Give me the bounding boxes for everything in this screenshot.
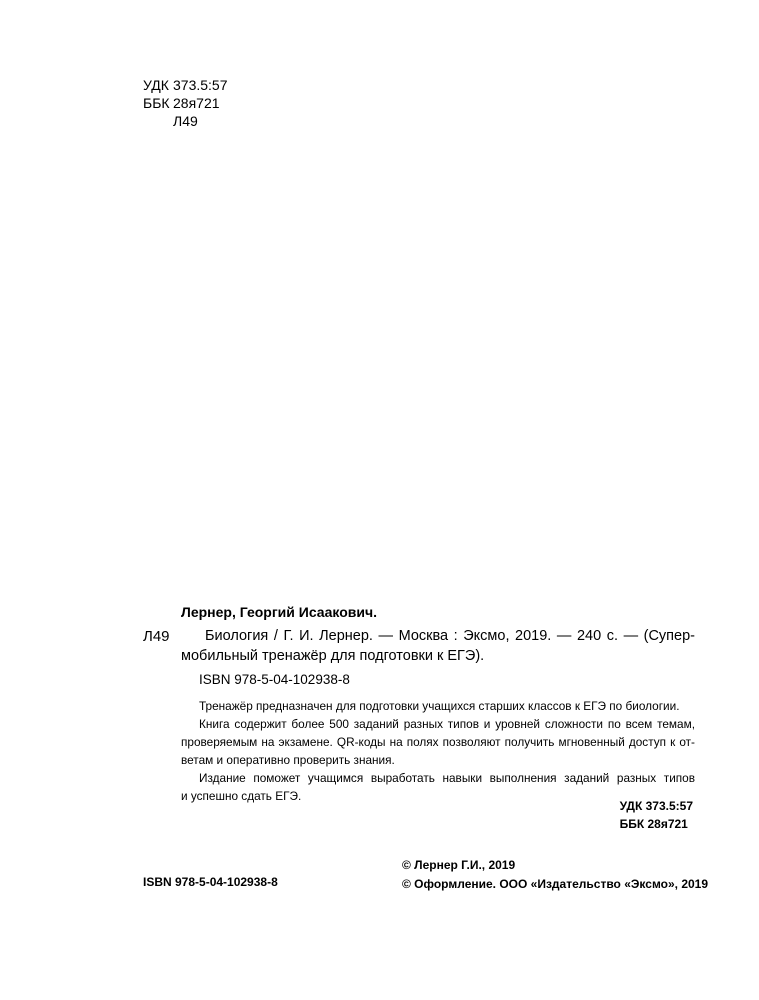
bbk-value: 28я721: [173, 95, 220, 111]
annotation-p2-line-2: проверяемым на экзамене. QR-коды на полях позволяют получить мгновенный доступ к от-: [181, 735, 695, 749]
udk-value: 373.5:57: [173, 77, 228, 93]
card-author: Лернер, Георгий Исаакович.: [181, 604, 377, 620]
card-udk: УДК 373.5:57: [619, 799, 693, 813]
bbk-row: [143, 94, 228, 112]
card-bbk: ББК 28я721: [619, 817, 688, 831]
card-author-mark: Л49: [143, 628, 170, 645]
card-annotation: [181, 697, 695, 805]
annotation-p2-line-3: ветам и оперативно проверить знания.: [181, 753, 395, 767]
card-isbn: ISBN 978-5-04-102938-8: [199, 672, 350, 687]
copyright-block: [402, 856, 708, 894]
annotation-p3-line-1: Издание поможет учащимся выработать навыки выполнения заданий разных типов: [199, 771, 695, 785]
annotation-p2-line-1: Книга содержит более 500 заданий разных типов и уровней сложности по всем темам,: [199, 717, 695, 731]
bbk-label: ББК: [143, 95, 170, 111]
annotation-p3-line-2: и успешно сдать ЕГЭ.: [181, 789, 302, 803]
description-line-2: мобильный тренажёр для подготовки к ЕГЭ).: [181, 648, 485, 664]
udk-row: [143, 76, 228, 94]
author-mark-top: Л49: [173, 113, 198, 129]
isbn-bottom: ISBN 978-5-04-102938-8: [143, 875, 278, 889]
copyright-author: © Лернер Г.И., 2019: [402, 858, 516, 872]
card-description: [181, 626, 695, 666]
annotation-paragraph-1: Тренажёр предназначен для подготовки учащихся старших классов к ЕГЭ по биологии.: [199, 699, 680, 713]
description-line-1: Биология / Г. И. Лернер. — Москва : Эксмо, 2019. — 240 с. — (Супер-: [205, 628, 695, 644]
udk-label: УДК: [143, 77, 169, 93]
copyright-design: © Оформление. ООО «Издательство «Эксмо», 2019: [402, 877, 709, 891]
classification-block-top: [143, 76, 228, 130]
card-classification: [620, 797, 693, 833]
